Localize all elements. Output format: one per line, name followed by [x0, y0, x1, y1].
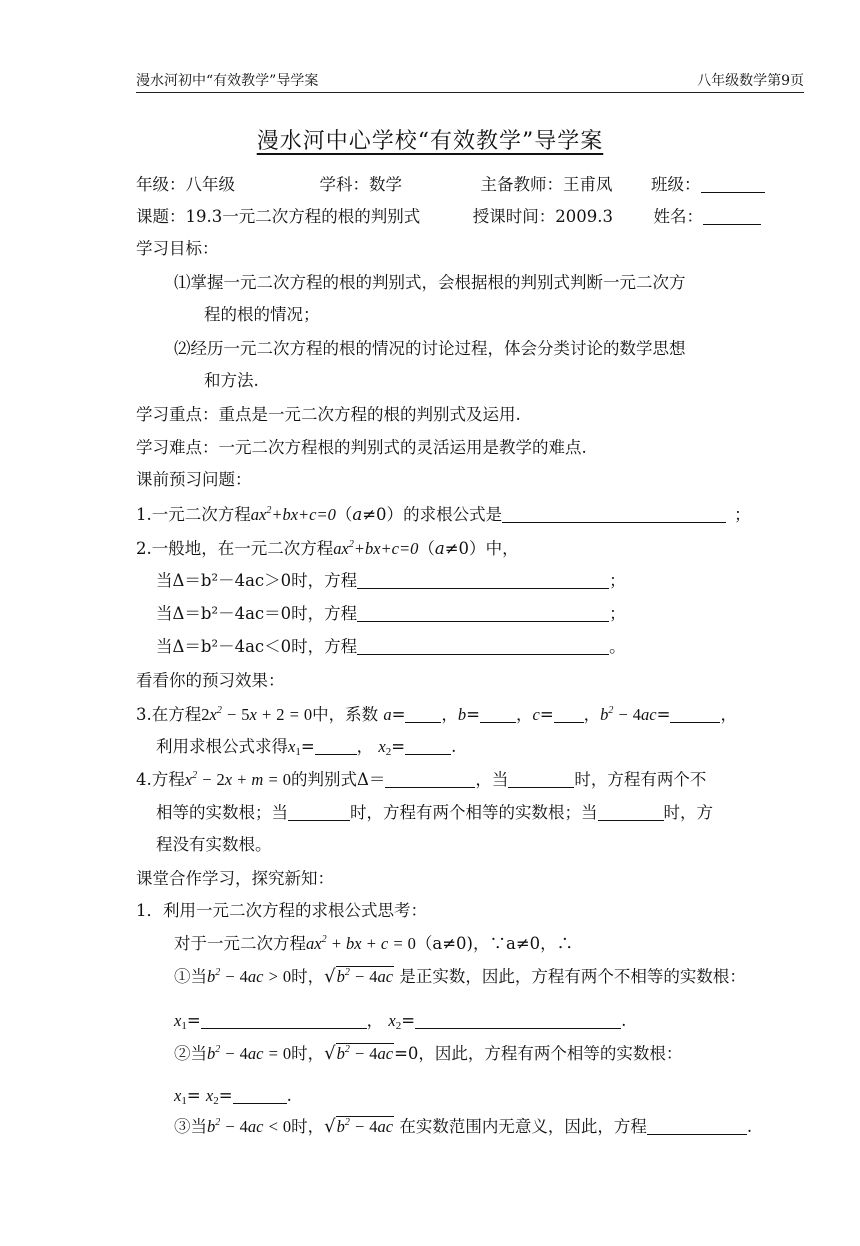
coop-case1 [174, 966, 746, 988]
info-row-1 [136, 174, 765, 196]
q2-equation: $ax^2+bx+c=0$ [333, 539, 419, 558]
c3-sqrt: $√b^2 - 4ac$ [324, 1116, 394, 1137]
q3-c-blank[interactable] [554, 706, 584, 723]
c1-x1-blank[interactable] [201, 1012, 367, 1029]
c2-b: 时， [291, 1044, 325, 1063]
case-eq [156, 603, 626, 625]
header-school: 漫水河初中“有效教学”导学案 [136, 73, 319, 89]
case-gt-blank[interactable] [357, 572, 609, 589]
q4-g: 时，方 [663, 803, 713, 822]
q3-x1: $x_1$ [288, 737, 301, 758]
q3-coef-c: c [532, 705, 540, 724]
c1-c: 是正实数，因此，方程有两个不相等的实数根： [399, 967, 746, 986]
q4-disc-blank[interactable] [385, 771, 475, 788]
class-blank[interactable] [701, 176, 765, 193]
q4-cond3-blank[interactable] [598, 804, 664, 821]
preview-q1 [136, 504, 751, 526]
coop-lead [174, 933, 573, 955]
time: 授课时间：2009.3 [472, 207, 613, 226]
case-eq-blank[interactable] [357, 605, 609, 622]
q4-h: 程没有实数根。 [156, 835, 272, 854]
coop-heading: 课堂合作学习，探究新知： [136, 869, 334, 888]
c2-sqrt: $√b^2 - 4ac$ [324, 1043, 394, 1064]
lead-equation: $ax^2$ + bx + c = 0 [306, 934, 416, 953]
topic: 课题：19.3一元二次方程的根的判别式 [136, 207, 421, 226]
q4-c: ，当 [475, 770, 509, 789]
objective-1b: 程的根的情况； [204, 305, 320, 324]
page-title [0, 124, 860, 155]
q4-b: 的判别式Δ＝ [290, 770, 386, 789]
title-text: 漫水河中心学校“有效教学”导学案 [256, 129, 604, 154]
case-eq-semi: ； [609, 604, 626, 623]
c2-x2: $x_2$ [205, 1086, 219, 1107]
q4-d: 时，方程有两个不 [574, 770, 707, 789]
c1-x1: $x_1$ [174, 1011, 187, 1032]
q1-end: ； [734, 505, 751, 524]
objective-2b: 和方法. [204, 371, 259, 390]
q4-f: 时，方程有两个相等的实数根；当 [350, 803, 598, 822]
q1-prefix: 1.一元二次方程 [136, 505, 251, 524]
case-gt-text: 当Δ＝b²－4ac＞0时，方程 [156, 571, 358, 590]
name-label: 姓名： [653, 207, 703, 226]
c2-cond: $b^2 - 4ac = 0$ [207, 1044, 292, 1063]
case-gt-semi: ； [609, 571, 626, 590]
coop-case3: ③当$b^2 - 4ac < 0$时，$√b^2 - 4ac$ 在实数范围内无意义，因此，方程 . [174, 1116, 753, 1137]
coop-case2-roots: $x_1= x_2=$ . [174, 1086, 292, 1107]
q4-equation: $x^2 - 2x + m = 0$ [184, 770, 291, 789]
case-lt-period: 。 [609, 637, 626, 656]
q2-cond: （a≠0） [418, 539, 486, 558]
effect-q4 [136, 769, 706, 791]
q3-a-blank[interactable] [405, 706, 441, 723]
q1-blank[interactable] [502, 506, 726, 523]
c1-a: ①当 [174, 967, 207, 986]
q3-b-blank[interactable] [480, 706, 516, 723]
c3-b: 时， [291, 1117, 325, 1136]
c1-b: 时， [291, 967, 325, 986]
teacher: 主备教师：王甫凤 [480, 175, 613, 194]
q4-a: 4.方程 [136, 770, 185, 789]
objectives-heading: 学习目标： [136, 239, 219, 258]
c3-cond: $b^2 - 4ac < 0$ [207, 1117, 292, 1136]
c2-root-blank[interactable] [233, 1087, 287, 1104]
coop-item1: 1．利用一元二次方程的求根公式思考： [136, 901, 427, 920]
effect-heading: 看看你的预习效果： [136, 671, 285, 690]
q3-x1-blank[interactable] [315, 738, 357, 755]
effect-q4-line2 [156, 802, 713, 824]
q3-x2-blank[interactable] [405, 738, 451, 755]
c1-sqrt: $√b^2 - 4ac$ [324, 966, 394, 987]
q3-c: 利用求根公式求得 [156, 737, 288, 756]
q3-x2: $x_2$ [378, 737, 392, 758]
case-lt [156, 636, 626, 658]
c1-x2: $x_2$ [388, 1011, 402, 1032]
page-header [136, 70, 804, 93]
q4-cond1-blank[interactable] [508, 771, 574, 788]
q2-prefix: 2.一般地，在一元二次方程 [136, 539, 334, 558]
lead-a: 对于一元二次方程 [174, 934, 306, 953]
case-eq-text: 当Δ＝b²－4ac＝0时，方程 [156, 604, 358, 623]
q3-coef-a: a [383, 705, 392, 724]
c2-a: ②当 [174, 1044, 207, 1063]
subject: 学科：数学 [319, 175, 402, 194]
q3-coef-b: b [457, 705, 467, 724]
q4-cond2-blank[interactable] [288, 804, 350, 821]
q2-suffix: 中， [485, 539, 519, 558]
coop-case1-roots: $x_1=$ ， $x_2=$ . [174, 1011, 627, 1032]
q3-a: 3.在方程 [136, 705, 202, 724]
c1-x2-blank[interactable] [415, 1012, 621, 1029]
c3-c: 在实数范围内无意义，因此，方程 [399, 1117, 647, 1136]
objective-1a: ⑴掌握一元二次方程的根的判别式，会根据根的判别式判断一元二次方 [174, 273, 686, 292]
c2-c: =0，因此，方程有两个相等的实数根： [394, 1044, 683, 1063]
grade: 年级：八年级 [136, 175, 235, 194]
q3-b: 中，系数 [312, 705, 379, 724]
info-row-2 [136, 206, 761, 228]
preview-q2 [136, 538, 519, 560]
header-page: 八年级数学第9页 [697, 73, 804, 89]
c3-blank[interactable] [647, 1118, 747, 1135]
q3-disc-blank[interactable] [670, 706, 720, 723]
case-lt-text: 当Δ＝b²－4ac＜0时，方程 [156, 637, 358, 656]
q4-e: 相等的实数根；当 [156, 803, 288, 822]
q3-disc: $b^2 - 4ac$ [600, 705, 657, 724]
lead-b: （a≠0)，∵a≠0，∴ [415, 934, 574, 953]
case-gt [156, 570, 626, 592]
key-point: 学习重点：重点是一元二次方程的根的判别式及运用. [136, 405, 521, 424]
q3-equation: $2x^2 - 5x + 2 = 0$ [201, 705, 313, 724]
class-label: 班级： [651, 175, 701, 194]
effect-q3: 3.在方程$2x^2 - 5x + 2 = 0$中，系数 a= ，b= ，c= ，$b^2 - 4ac=$ ， [136, 705, 737, 724]
coop-case2 [174, 1043, 682, 1065]
c2-x1: $x_1$ [174, 1086, 187, 1107]
effect-q3-line2: 利用求根公式求得$x_1=$ ， $x_2=$ . [156, 737, 457, 758]
case-lt-blank[interactable] [357, 638, 609, 655]
preview-heading: 课前预习问题： [136, 470, 252, 489]
q1-suffix: 的求根公式是 [403, 505, 503, 524]
c3-a: ③当 [174, 1117, 207, 1136]
q1-cond: （a≠0） [335, 505, 404, 524]
name-blank[interactable] [703, 208, 761, 225]
q1-equation: $ax^2+bx+c=0$ [250, 505, 336, 524]
c1-cond: $b^2 - 4ac > 0$ [207, 967, 292, 986]
objective-2a: ⑵经历一元二次方程的根的情况的讨论过程，体会分类讨论的数学思想 [174, 339, 686, 358]
difficulty: 学习难点：一元二次方程根的判别式的灵活运用是教学的难点. [136, 438, 587, 457]
